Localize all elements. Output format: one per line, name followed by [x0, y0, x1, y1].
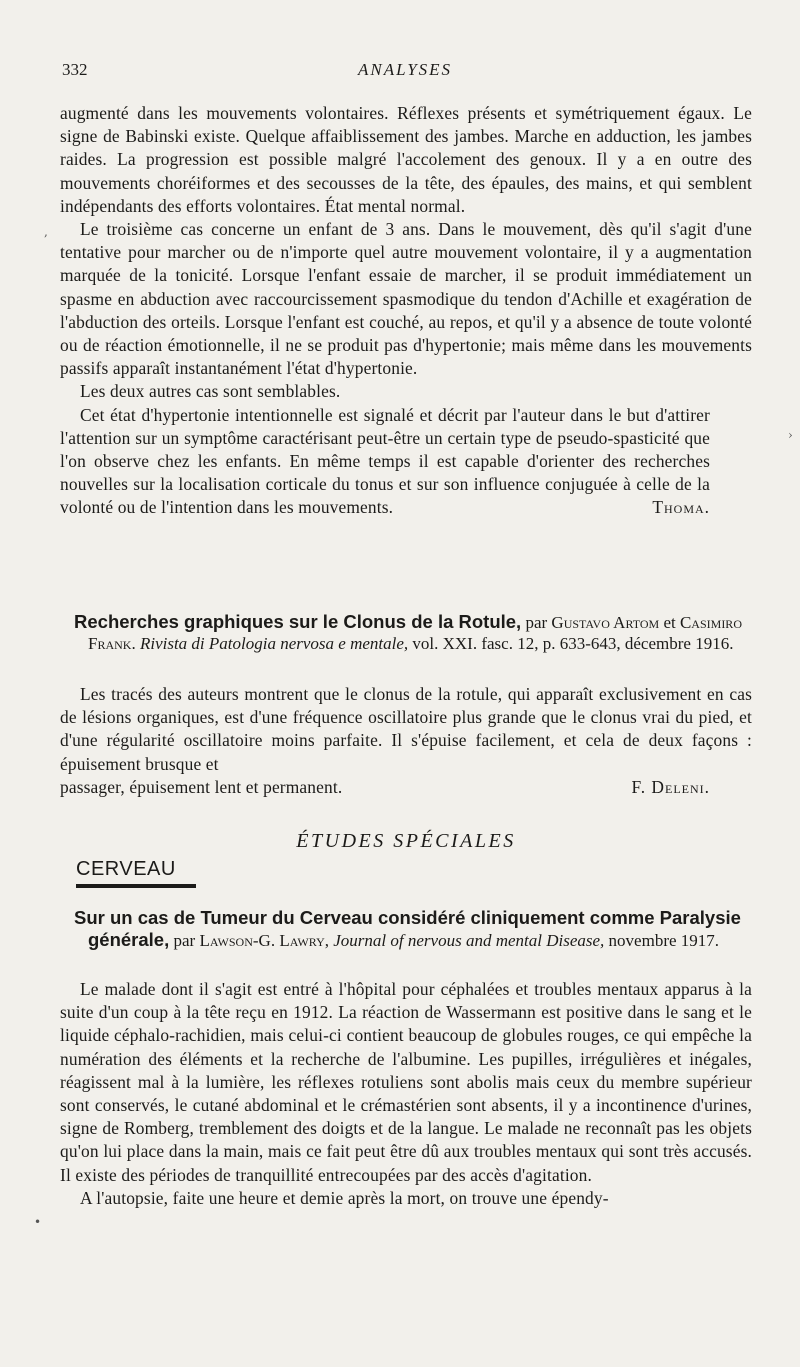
running-head — [60, 60, 750, 84]
by-word: par — [525, 613, 548, 632]
heading-rule — [76, 884, 196, 888]
section-title: ÉTUDES SPÉCIALES — [296, 830, 516, 852]
article-header — [74, 907, 766, 951]
margin-mark: , — [44, 225, 48, 239]
article-body — [60, 683, 752, 799]
subsection-heading: CERVEAU — [76, 858, 176, 880]
running-title: ANALYSES — [357, 60, 453, 79]
citation-details: novembre 1917. — [608, 931, 720, 950]
paragraph: A l'autopsie, faite une heure et demie après la mort, on trouve une épendy- — [80, 1187, 609, 1208]
by-word: par — [173, 931, 196, 950]
and-word: et — [663, 613, 676, 632]
analysis-block-continued — [60, 102, 752, 520]
author-name: Casimiro Frank. — [88, 613, 742, 653]
author-signature: Thoma. — [652, 497, 710, 518]
margin-mark: • — [34, 1215, 42, 1229]
paragraph: Les deux autres cas sont semblables. — [80, 381, 341, 402]
author-signature: F. Deleni. — [631, 776, 710, 797]
paragraph: augmenté dans les mouvements volontaires. Réflexes présents et symétriquement égaux. Le signe de Babinski existe. Quelque affaiblissement des jambes. Marche en adduction, les jambes raides. La progression est possible malgré l'accolement des genoux. Il y a en outre des mouvements choréiformes et des secousses de la tête, des épaules, des mains, et qui semblent indépendants des efforts volontaires. État mental normal. — [60, 103, 752, 216]
citation-details: vol. XXI. fasc. 12, p. 633-643, décembre 1916. — [412, 634, 734, 653]
paragraph: Cet état d'hypertonie intentionnelle est signalé et décrit par l'auteur dans le but d'attirer l'attention sur un symptôme caractérisant peut-être un certain type de pseudo-spasticité que l'on observe chez les enfants. En même temps il est capable d'orienter des recherches nouvelles sur la localisation corticale du tonus et sur son influence conjuguée à celle de la volonté ou de l'intention dans les mouvements. — [60, 404, 710, 518]
paragraph-last-line — [60, 776, 752, 799]
paragraph: Les tracés des auteurs montrent que le clonus de la rotule, qui apparaît exclusivement en cas de lésions organiques, est d'une fréquence oscillatoire plus grande que le clonus vrai du pied, et d'une régularité oscillatoire moins parfaite. Il s'épuise facilement, et cela de deux façons : épuisement brusque et — [60, 684, 752, 774]
paragraph-end: passager, épuisement lent et permanent. — [60, 776, 343, 797]
author-name: Lawson-G. Lawry, — [199, 931, 330, 950]
page-number: 332 — [62, 60, 88, 79]
journal-name: Rivista di Patologia nervosa e mentale, — [139, 634, 409, 653]
author-name: Gustavo Artom — [551, 613, 660, 632]
paragraph: Le troisième cas concerne un enfant de 3 ans. Dans le mouvement, dès qu'il s'agit d'une tentative pour marcher ou de n'importe quel autre mouvement volontaire, il y a augmentation marquée de la tonicité. Lorsque l'enfant essaie de marcher, il se produit immédiatement un spasme en abduction avec raccourcissement spasmodique du tendon d'Achille et exagération de l'abduction des orteils. Lorsque l'enfant est couché, au repos, et qu'il y a absence de toute volonté ou de réaction émotionnelle, il ne se produit pas d'hypertonie; mais même dans les mouvements passifs apparaît instantanément l'état d'hypertonie. — [60, 219, 752, 379]
article-title: Sur un cas de Tumeur du Cerveau considéré cliniquement comme Paralysie générale, — [74, 907, 741, 950]
article-header — [74, 611, 766, 654]
margin-mark: › — [788, 428, 793, 442]
article-body — [60, 978, 752, 1210]
journal-name: Journal of nervous and mental Disease, — [333, 931, 605, 950]
article-title: Recherches graphiques sur le Clonus de la Rotule, — [74, 611, 522, 632]
paragraph: Le malade dont il s'agit est entré à l'hôpital pour céphalées et troubles mentaux apparus à la suite d'un coup à la tête reçu en 1912. La réaction de Wassermann est positive dans le sang et le liquide céphalo-rachidien, mais celui-ci contient beaucoup de globules rouges, ce qui empêche la numération des éléments et la recherche de l'albumine. Les pupilles, irrégulières et inégales, réagissent mal à la lumière, les réflexes rotuliens sont abolis mais ceux du membre supérieur sont conservés, le cutané abdominal et le crémastérien sont absents, il y a incontinence d'urines, signe de Romberg, tremblement des doigts et de la langue. Le malade ne reconnaît pas les objets qu'on lui place dans la main, mais ce fait peut être dû aux troubles mentaux qui sont très accusés. Il existe des périodes de tranquillité entrecoupées par des accès d'agitation. — [60, 979, 752, 1185]
